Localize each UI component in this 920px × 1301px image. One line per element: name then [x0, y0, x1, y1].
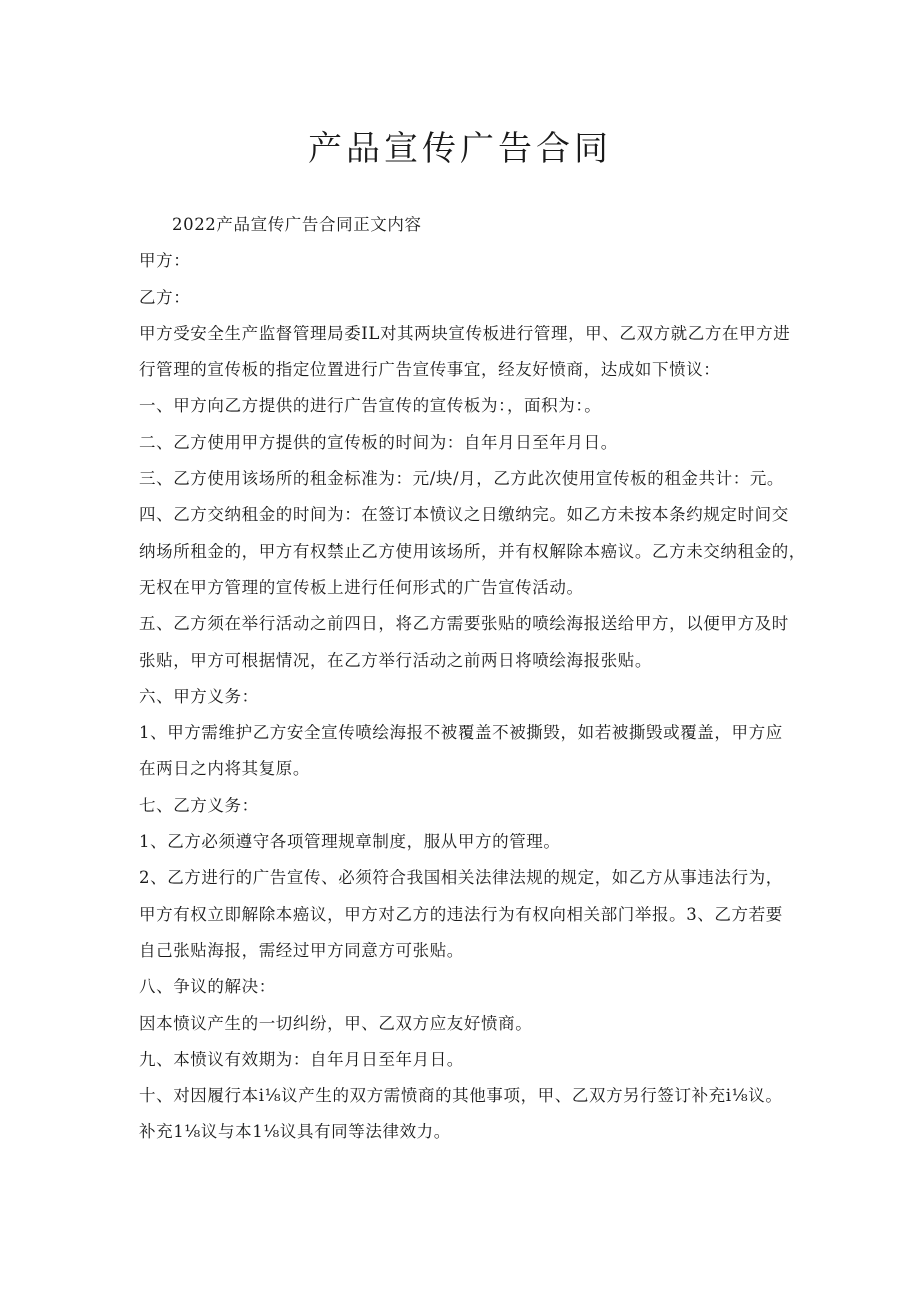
clause-1-line: 一、甲方向乙方提供的进行广告宣传的宣传板为：，面积为：。 [139, 396, 602, 416]
clause-7-item: 2、乙方进行的广告宣传、必须符合我国相关法律法规的规定，如乙方从事违法行为， [139, 868, 783, 888]
body-line: 行管理的宣传板的指定位置进行广告宣传事宜，经友好愤商，达成如下愤议： [139, 360, 721, 380]
party-b-line: 乙方： [139, 287, 191, 307]
clause-9-line: 九、本愤议有效期为：自年月日至年月日。 [139, 1049, 464, 1069]
clause-5-line: 张贴，甲方可根据情况，在乙方举行活动之前两日将喷绘海报张贴。 [139, 650, 652, 670]
clause-3-line: 三、乙方使用该场所的租金标准为：元/块/月，乙方此次使用宣传板的租金共计：元。 [139, 469, 785, 489]
document-title: 产品宣传广告合同 [308, 129, 612, 169]
clause-7-item: 1、乙方必须遵守各项管理规章制度，服从甲方的管理。 [139, 832, 561, 852]
clause-8-heading: 八、争议的解决： [139, 977, 276, 997]
clause-7-item: 自己张贴海报，需经过甲方同意方可张贴。 [139, 940, 464, 960]
clause-7-item: 甲方有权立即解除本癌议，甲方对乙方的违法行为有权向相关部门举报。3、乙方若要 [139, 904, 783, 924]
clause-7-heading: 七、乙方义务： [139, 795, 259, 815]
body-line: 甲方受安全生产监督管理局委IL对其两块宣传板进行管理，甲、乙双方就乙方在甲方进 [139, 323, 791, 343]
clause-4-line: 无权在甲方管理的宣传板上进行任何形式的广告宣传活动。 [139, 577, 584, 597]
clause-6-item: 在两日之内将其复原。 [139, 759, 310, 779]
clause-6-heading: 六、甲方义务： [139, 686, 259, 706]
party-a-line: 甲方： [139, 251, 191, 271]
document-body [139, 207, 806, 1151]
clause-4-line: 四、乙方交纳租金的时间为：在签订本愤议之日缴纳完。如乙方未按本条约规定时间交 [139, 505, 789, 525]
clause-5-line: 五、乙方须在举行活动之前四日，将乙方需要张贴的喷绘海报送给甲方，以便甲方及时 [139, 614, 789, 634]
clause-10-line: 十、对因履行本i⅛议产生的双方需愤商的其他事项，甲、乙双方另行签订补充i⅛议。 [139, 1086, 783, 1106]
clause-6-item: 1、甲方需维护乙方安全宣传喷绘海报不被覆盖不被撕毁，如若被撕毁或覆盖，甲方应 [139, 723, 783, 743]
clause-8-item: 因本愤议产生的一切纠纷，甲、乙双方应友好愤商。 [139, 1013, 533, 1033]
document-subtitle: 2022产品宣传广告合同正文内容 [172, 215, 422, 234]
clause-4-line: 纳场所租金的，甲方有权禁止乙方使用该场所，并有权解除本癌议。乙方未交纳租金的， [139, 541, 806, 561]
clause-2-line: 二、乙方使用甲方提供的宣传板的时间为：自年月日至年月日。 [139, 432, 618, 452]
clause-10-line: 补充1⅛议与本1⅛议具有同等法律效力。 [139, 1122, 451, 1142]
